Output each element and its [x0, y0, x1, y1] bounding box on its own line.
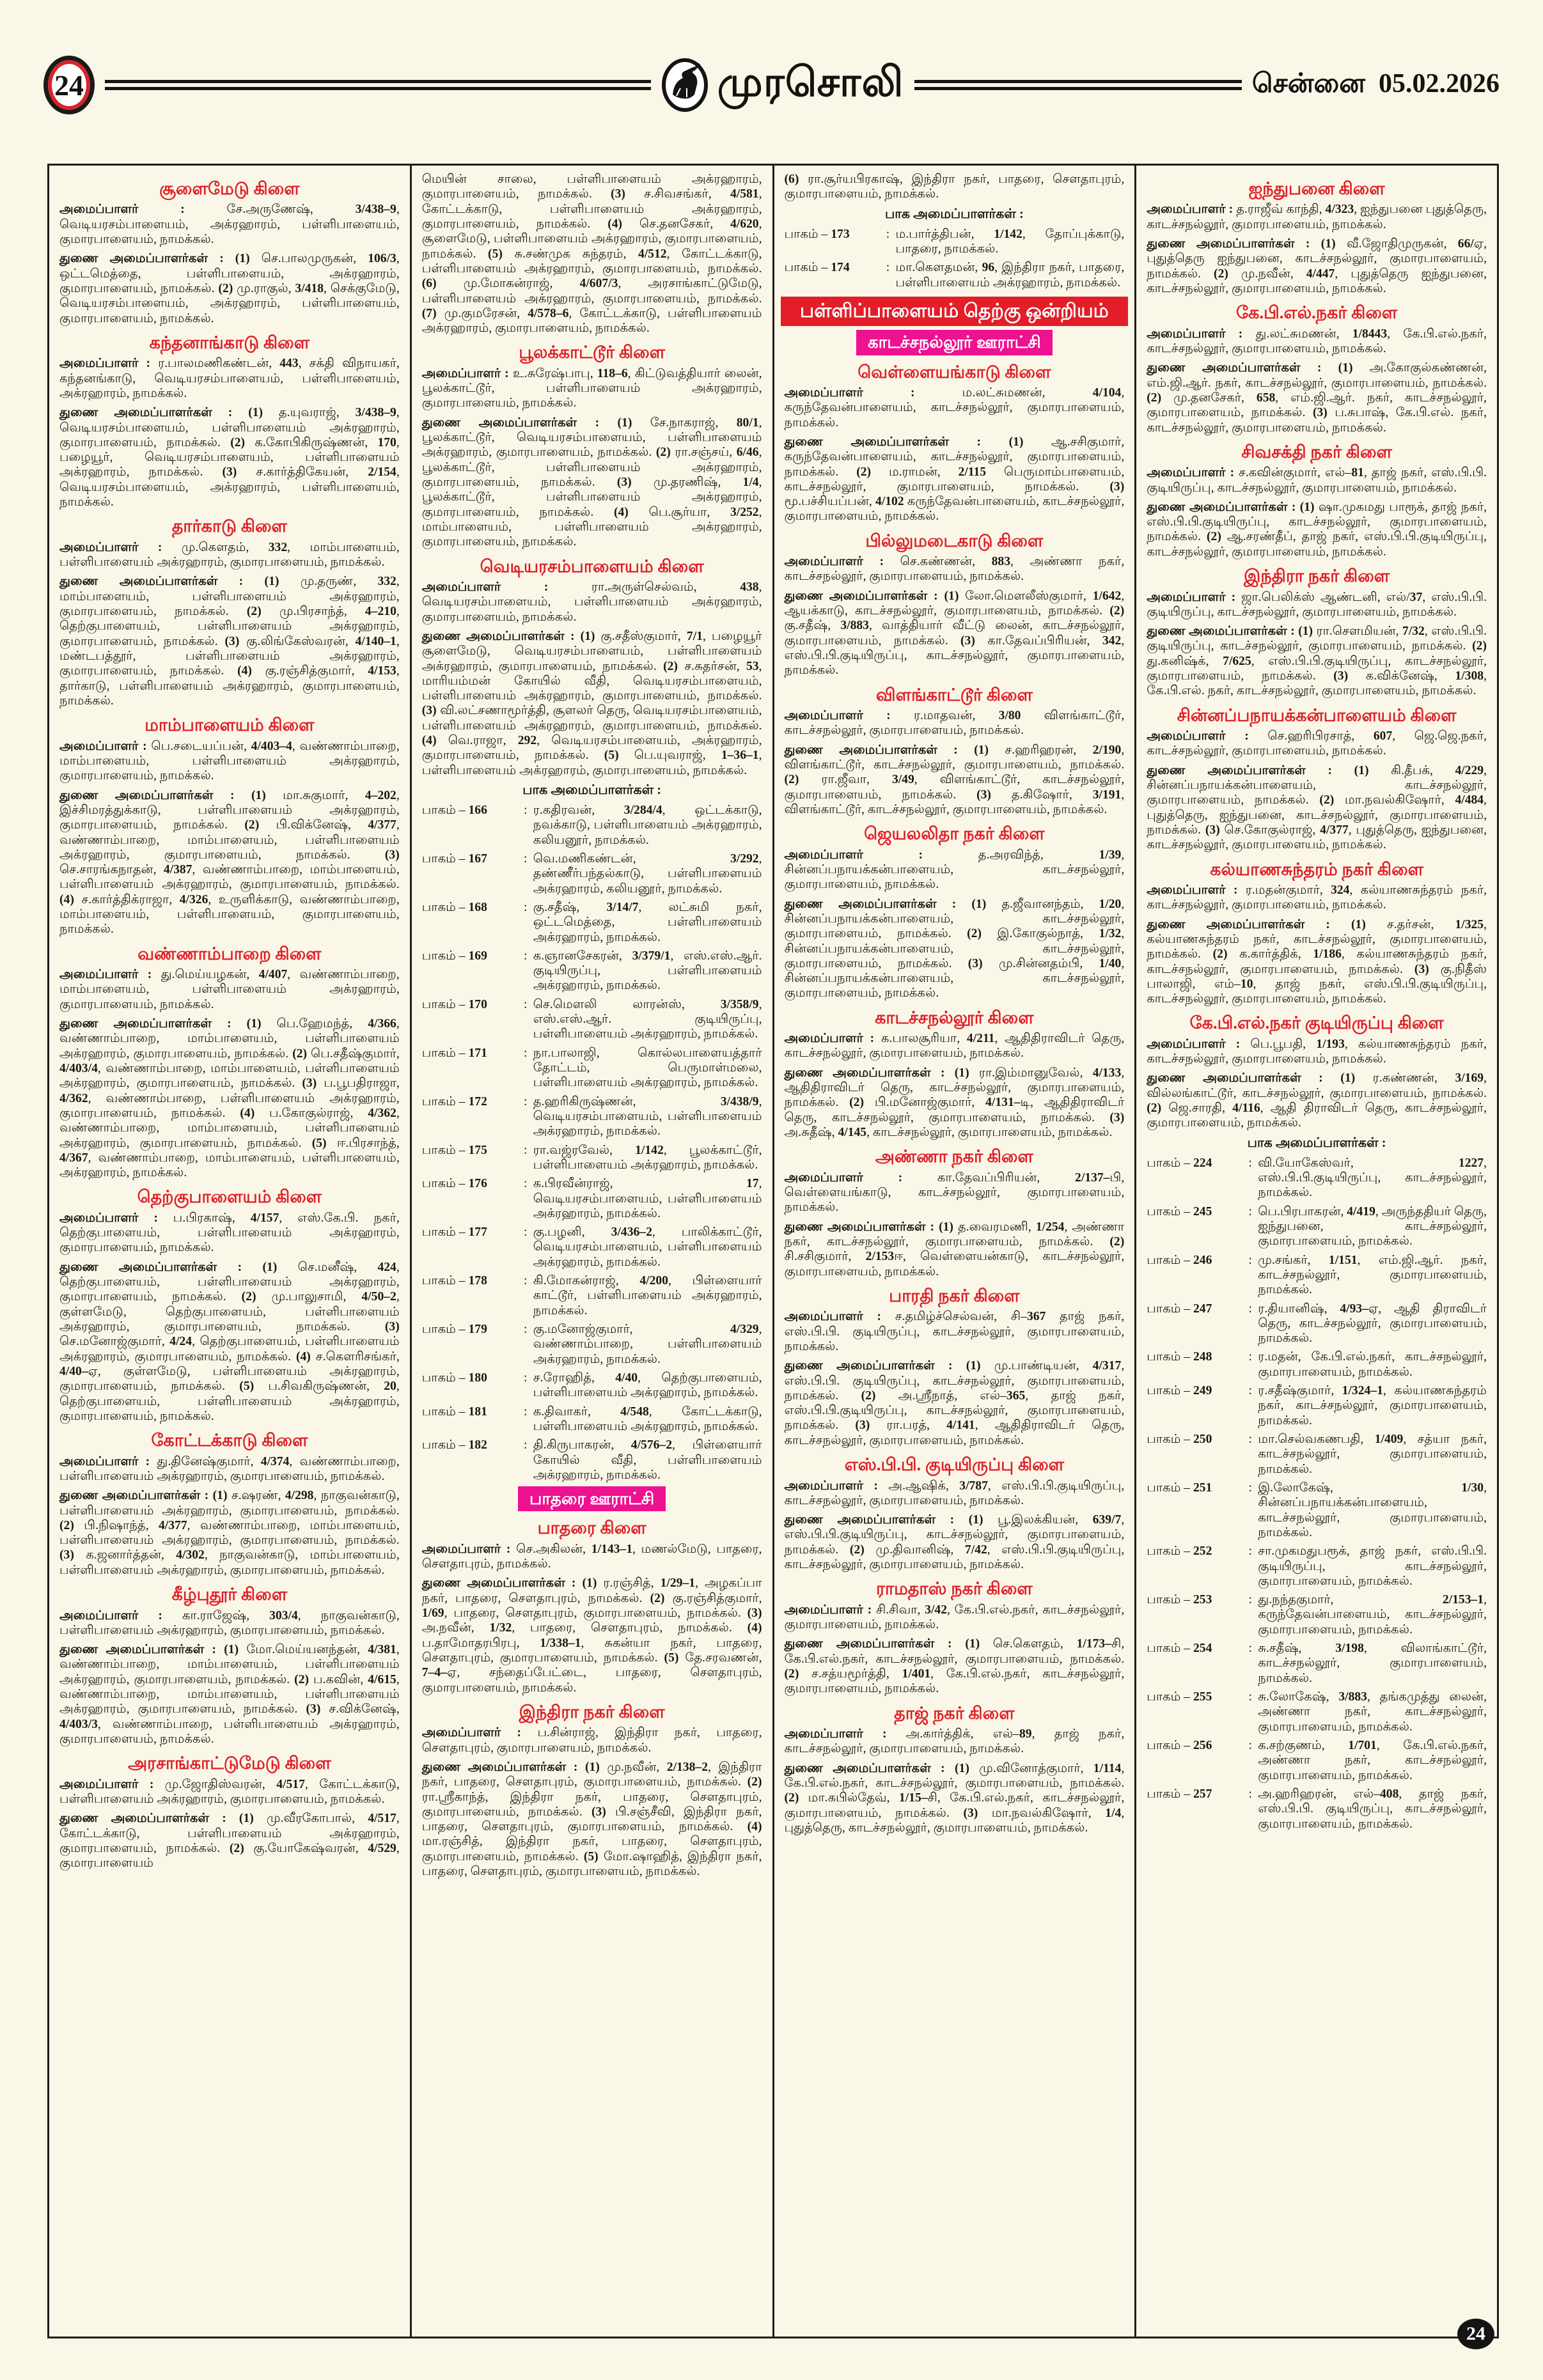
branch-heading: இந்திரா நகர் கிளை [1244, 566, 1390, 586]
ward-organizer-text: த.ஹரிகிருஷ்ணன், 3/438/9, வெடியரசம்பாளையம், பள்ளிபாளையம் அக்ரஹாரம், நாமக்கல். [533, 1094, 762, 1139]
organizer-para: அமைப்பாளர் : ச.தமிழ்ச்செல்வன், சி–367 தாஜ் நகர், எஸ்.பி.பி. குடியிருப்பு, காடச்சநல்லூர், குமாரபாளையம், நாமக்கல். [784, 1310, 1125, 1353]
content-box [47, 164, 1499, 2338]
deputy-organizers-para: துணை அமைப்பாளர்கள் : (1) ஷா.முகமது பாரூக், தாஜ் நகர், எஸ்.பி.பி.குடியிருப்பு, காடச்சநல்லூர், குமாரபாளையம், நாமக்கல். (2) ஆ.சரண்தீப், தாஜ் நகர், எஸ்.பி.பி.குடியிருப்பு, காடச்சநல்லூர், குமாரபாளையம், நாமக்கல். [1147, 500, 1487, 559]
ward-number: பாகம் – 173 [784, 227, 850, 241]
para-label: துணை அமைப்பாளர்கள் : [1147, 237, 1321, 251]
para-label: அமைப்பாளர் : [784, 848, 978, 862]
deputy-organizers-para: துணை அமைப்பாளர்கள் : (1) மா.சுகுமார், 4–202, இச்சிமரத்துக்காடு, பள்ளிபாளையம் அக்ரஹாரம், குமாரபாளையம், நாமக்கல். (2) பி.விக்னேஷ், 4/377, வண்ணாம்பாறை, மாம்பாளையம், பள்ளிபாளையம் அக்ரஹாரம், குமாரபாளையம், நாமக்கல். (3) செ.சாரங்கநாதன், 4/387, வண்ணாம்பாறை, மாம்பாளையம், பள்ளிபாளையம் அக்ரஹாரம், குமாரபாளையம், நாமக்கல். (4) ச.கார்த்திக்ராஜா, 4/326, உருளிக்காடு, வண்ணாம்பாறை, மாம்பாளையம், பள்ளிபாளையம், குமாரபாளையம், நாமக்கல். [59, 788, 400, 937]
branch-heading: இந்திரா நகர் கிளை [519, 1702, 665, 1722]
branch-heading: சூளைமேடு கிளை [159, 179, 300, 198]
ward-number: பாகம் – 169 [421, 949, 487, 963]
organizer-para: அமைப்பாளர் : சே.அருணேஷ், 3/438–9, வெடியரசம்பாளையம், அக்ரஹாரம், பள்ளிபாளையம், குமாரபாளையம், நாமக்கல். [59, 203, 400, 247]
organizer-para: அமைப்பாளர் : து.லட்சுமணன், 1/8443, கே.பி.எல்.நகர், காடச்சநல்லூர், குமாரபாளையம், நாமக்கல். [1147, 327, 1487, 355]
ward-separator: : [1248, 1384, 1252, 1398]
ward-row [1147, 1253, 1487, 1298]
ward-number: பாகம் – 224 [1147, 1156, 1212, 1170]
ward-separator: : [1248, 1738, 1252, 1752]
ward-row [1147, 1383, 1487, 1428]
organizer-para: அமைப்பாளர் : உ.சுரேஷ்பாபு, 118–6, கிட்டுவத்தியார் லைன், பூலக்காட்டூர், பள்ளிபாளையம் அக்ரஹாரம், குமாரபாளையம், நாமக்கல். [421, 366, 762, 410]
continuation-para: மெயின் சாலை, பள்ளிபாளையம் அக்ரஹாரம், குமாரபாளையம், நாமக்கல். (3) ச.சிவசங்கர், 4/581, கோட்டக்காடு, பள்ளிபாளையம் அக்ரஹாரம், குமாரபாளையம், நாமக்கல். (4) செ.தனசேகர், 4/620, சூளைமேடு, பள்ளிபாளையம் அக்ரஹாரம், குமாரபாளையம், நாமக்கல். (5) சு.சண்முக சுந்தரம், 4/512, கோட்டக்காடு, பள்ளிபாளையம் அக்ரஹாரம், குமாரபாளையம், நாமக்கல். (6) மு.மோகன்ராஜ், 4/607/3, அரசாங்காட்டுமேடு, பள்ளிபாளையம் அக்ரஹாரம், குமாரபாளையம், நாமக்கல். (7) மு.குமரேசன், 4/578–6, கோட்டக்காடு, பள்ளிபாளையம் அக்ரஹாரம், குமாரபாளையம், நாமக்கல். [421, 173, 762, 336]
ward-number: பாகம் – 245 [1147, 1204, 1212, 1218]
ward-separator: : [524, 1274, 528, 1288]
ward-number: பாகம் – 250 [1147, 1433, 1212, 1447]
deputy-organizers-para: துணை அமைப்பாளர்கள் : (1) ஆ.சசிகுமார், கருந்தேவன்பாளையம், காடச்சநல்லூர், குமாரபாளையம், நாமக்கல். (2) ம.ராமன், 2/115 பெருமாம்பாளையம், காடச்சநல்லூர், குமாரபாளையம், நாமக்கல். (3) மூ.பச்சியப்பன், 4/102 கருந்தேவன்பாளையம், காடச்சநல்லூர், குமாரபாளையம், நாமக்கல். [784, 435, 1125, 524]
ward-organizer-text: ர.கதிரவன், 3/284/4, ஒட்டக்காடு, நவக்காடு, பள்ளிபாளையம் அக்ரஹாரம், கலியனூர், நாமக்கல். [533, 804, 762, 847]
deputy-organizers-para: துணை அமைப்பாளர்கள் : (1) மு.வீரகோபால், 4/517, கோட்டக்காடு, பள்ளிபாளையம் அக்ரஹாரம், குமாரபாளையம், நாமக்கல். (2) கு.யோகேஷ்வரன், 4/529, குமாரபாளையம் [59, 1812, 400, 1871]
ward-organizer-text: ர.சதீஷ்குமார், 1/324–1, கல்யாணசுந்தரம் நகர், காடச்சநல்லூர், குமாரபாளையம், நாமக்கல். [1258, 1384, 1487, 1427]
branch-heading: வண்ணாம்பாறை கிளை [137, 944, 322, 963]
ward-number: பாகம் – 182 [421, 1438, 487, 1452]
ward-separator: : [524, 1323, 528, 1337]
deputy-organizers-para: துணை அமைப்பாளர்கள் : (1) த.வைரமணி, 1/254, அண்ணா நகர், காடச்சநல்லூர், குமாரபாளையம், நாமக்கல். (2) சி.சசிகுமார், 2/153ஈ, வெள்ளையன்காடு, காடச்சநல்லூர், குமாரபாளையம், நாமக்கல். [784, 1220, 1125, 1279]
ward-organizer-text: கு.பழனி, 3/436–2, பாலிக்காட்டூர், வெடியரசம்பாளையம், பள்ளிபாளையம் அக்ரஹாரம், நாமக்கல். [533, 1225, 762, 1269]
ward-number: பாகம் – 170 [421, 997, 487, 1011]
branch-heading: கோட்டக்காடு கிளை [151, 1431, 308, 1451]
ward-separator: : [1248, 1544, 1252, 1559]
ward-separator: : [1248, 1204, 1252, 1218]
page-number-badge: 24 [43, 56, 95, 114]
organizer-para: அமைப்பாளர் : கா.தேவப்பிரியன், 2/137–பி, வெள்ளையங்காடு, காடச்சநல்லூர், குமாரபாளையம், நாமக்கல். [784, 1171, 1125, 1215]
para-label: துணை அமைப்பாளர்கள் : [421, 1576, 583, 1591]
para-label: துணை அமைப்பாளர்கள் : [59, 1643, 224, 1657]
branch-heading: சிவசக்தி நகர் கிளை [1241, 442, 1392, 462]
para-label: அமைப்பாளர் : [1147, 883, 1246, 897]
header-double-rule-left [105, 80, 651, 90]
ward-separator: : [524, 1177, 528, 1191]
ward-row [422, 1143, 762, 1173]
ward-separator: : [524, 1438, 528, 1452]
branch-heading: கே.பி.எல்.நகர் குடியிருப்பு கிளை [1189, 1013, 1444, 1033]
para-label: அமைப்பாளர் : [784, 1479, 889, 1493]
deputy-organizers-para: துணை அமைப்பாளர்கள் : (1) கி.தீபக், 4/229, சின்னப்பநாயக்கன்பாளையம், காடச்சநல்லூர், குமாரபாளையம், நாமக்கல். (2) மா.நவல்கிஷோர், 4/484, புதுத்தெரு, ஐந்துபனை, காடச்சநல்லூர், குமாரபாளையம், நாமக்கல். (3) செ.கோகுல்ராஜ், 4/377, புதுத்தெரு, ஐந்துபனை, காடச்சநல்லூர், குமாரபாளையம், நாமக்கல். [1147, 763, 1487, 852]
organizer-para: அமைப்பாளர் : து.தினேஷ்குமார், 4/374, வண்ணாம்பாறை, பள்ளிபாளையம் அக்ரஹாரம், குமாரபாளையம், நாமக்கல். [59, 1454, 400, 1483]
para-label: துணை அமைப்பாளர்கள் : [59, 788, 251, 802]
ward-separator: : [524, 1094, 528, 1108]
branch-heading: ராமதாஸ் நகர் கிளை [876, 1579, 1033, 1599]
para-label: துணை அமைப்பாளர்கள் : [59, 1260, 263, 1274]
branch-heading: மாம்பாளையம் கிளை [145, 715, 315, 735]
organizer-para: அமைப்பாளர் : செ.அகிலன், 1/143–1, மணல்மேடு, பாதரை, சௌதாபுரம், நாமக்கல். [421, 1542, 762, 1571]
ward-number: பாகம் – 168 [421, 900, 487, 914]
branch-heading: கே.பி.எல்.நகர் கிளை [1235, 303, 1398, 323]
column-1 [49, 166, 412, 2337]
ward-organizer-text: செ.மௌலி லாரன்ஸ், 3/358/9, எஸ்.எஸ்.ஆர். குடியிருப்பு, பள்ளிபாளையம் அக்ரஹாரம், நாமக்கல். [533, 997, 762, 1041]
ward-row [422, 949, 762, 993]
ward-row [422, 1046, 762, 1091]
ward-organizer-text: து.நந்தகுமார், 2/153–1, கருந்தேவன்பாளையம், காடச்சநல்லூர், குமாரபாளையம், நாமக்கல். [1258, 1593, 1487, 1637]
ward-organizer-text: சா.முகமதுபரூக், தாஜ் நகர், எஸ்.பி.பி. குடியிருப்பு, காடச்சநல்லூர், குமாரபாளையம், நாமக்கல். [1258, 1544, 1487, 1588]
ward-row [422, 1273, 762, 1318]
para-label: அமைப்பாளர் : [59, 357, 159, 371]
para-label: துணை அமைப்பாளர்கள் : [784, 589, 944, 603]
organizer-para: அமைப்பாளர் : மு.கௌதம், 332, மாம்பாளையம், பள்ளிபாளையம் அக்ரஹாரம், குமாரபாளையம், நாமக்கல். [59, 540, 400, 570]
branch-heading: சின்னப்பநாயக்கன்பாளையம் கிளை [1177, 705, 1457, 725]
ward-row [1147, 1481, 1487, 1540]
branch-heading: அண்ணா நகர் கிளை [875, 1147, 1033, 1167]
ward-separator: : [524, 852, 528, 866]
para-label: துணை அமைப்பாளர்கள் : [59, 252, 235, 266]
organizer-para: அமைப்பாளர் : த.அரவிந்த், 1/39, சின்னப்பநாயக்கன்பாளையம், காடச்சநல்லூர், குமாரபாளையம், நாமக்கல். [784, 848, 1125, 892]
masthead [661, 58, 904, 113]
branch-heading: பாதரை கிளை [537, 1518, 646, 1538]
para-label: அமைப்பாளர் : [1147, 729, 1268, 743]
branch-heading: தெற்குபாளையம் கிளை [137, 1187, 322, 1207]
ward-organizer-text: இ.லோகேஷ், 1/30, சின்னப்பநாயக்கன்பாளையம், காடச்சநல்லூர், குமாரபாளையம், நாமக்கல். [1258, 1481, 1487, 1539]
branch-heading: ஐந்துபனை கிளை [1248, 179, 1385, 198]
ward-number: பாகம் – 172 [421, 1094, 487, 1108]
para-label: அமைப்பாளர் : [1147, 590, 1242, 604]
page-number-badge-bottom: 24 [1457, 2319, 1494, 2349]
para-label: துணை அமைப்பாளர்கள் : [421, 1760, 585, 1774]
branch-heading: பில்லுமடைகாடு கிளை [865, 531, 1044, 550]
branch-heading: அரசாங்காட்டுமேடு கிளை [128, 1754, 331, 1773]
para-label: அமைப்பாளர் : [59, 968, 161, 982]
para-label: அமைப்பாளர் : [1147, 466, 1239, 480]
ward-separator: : [524, 1046, 528, 1060]
organizer-para: அமைப்பாளர் : செ.கண்ணன், 883, அண்ணா நகர், காடச்சநல்லூர், குமாரபாளையம், நாமக்கல். [784, 555, 1125, 584]
ward-row [1147, 1544, 1487, 1589]
ward-separator: : [524, 949, 528, 963]
para-label: துணை அமைப்பாளர்கள் : [59, 1489, 213, 1503]
organizer-para: அமைப்பாளர் : ர.மாதவன், 3/80 விளங்காட்டூர், காடச்சநல்லூர், குமாரபாளையம், நாமக்கல். [784, 709, 1125, 738]
ward-row [422, 1225, 762, 1270]
para-label: துணை அமைப்பாளர்கள் : [784, 435, 1009, 449]
ward-separator: : [886, 227, 890, 241]
ward-separator: : [524, 1371, 528, 1385]
para-label: துணை அமைப்பாளர்கள் : [1147, 361, 1338, 375]
header-double-rule-right [914, 80, 1242, 90]
organizer-para: அமைப்பாளர் : அ.கார்த்திக், எல்–89, தாஜ் நகர், காடச்சநல்லூர், குமாரபாளையம், நாமக்கல். [784, 1727, 1125, 1756]
para-label: துணை அமைப்பாளர்கள் : [59, 406, 249, 420]
ward-row [1147, 1787, 1487, 1832]
para-label: அமைப்பாளர் : [59, 540, 182, 554]
part-organizers-subhead: பாக அமைப்பாளர்கள் : [1247, 1135, 1386, 1150]
ward-organizer-text: தி.கிருபாகரன், 4/576–2, பிள்ளையார் கோயில் வீதி, பள்ளிபாளையம் அக்ரஹாரம், நாமக்கல். [533, 1438, 762, 1482]
para-label: துணை அமைப்பாளர்கள் : [784, 897, 972, 911]
ward-organizer-text: வி.யோகேஸ்வர், 1227, எஸ்.பி.பி.குடியிருப்பு, காடச்சநல்லூர், நாமக்கல். [1258, 1156, 1487, 1200]
ward-separator: : [524, 997, 528, 1011]
ward-organizer-text: பெ.பிரபாகரன், 4/419, அருந்ததியர் தெரு, ஐந்துபனை, காடச்சநல்லூர், குமாரபாளையம், நாமக்கல். [1258, 1204, 1487, 1248]
ward-organizer-text: ம.பார்த்திபன், 1/142, தோப்புக்காடு, பாதரை, நாமக்கல். [895, 227, 1125, 256]
deputy-organizers-para: துணை அமைப்பாளர்கள் : (1) த.ஜீவானந்தம், 1/20, சின்னப்பநாயக்கன்பாளையம், காடச்சநல்லூர், குமாரபாளையம், நாமக்கல். (2) இ.கோகுல்நாத், 1/32, சின்னப்பநாயக்கன்பாளையம், காடச்சநல்லூர், குமாரபாளையம், நாமக்கல். (3) மு.சின்னதம்பி, 1/40, சின்னப்பநாயக்கன்பாளையம், காடச்சநல்லூர், குமாரபாளையம், நாமக்கல். [784, 897, 1125, 1000]
ward-separator: : [524, 804, 528, 818]
ward-separator: : [1248, 1642, 1252, 1656]
para-label: துணை அமைப்பாளர்கள் : [421, 629, 581, 643]
ward-number: பாகம் – 179 [421, 1323, 487, 1337]
para-label: அமைப்பாளர் : [1147, 1037, 1251, 1051]
deputy-organizers-para: துணை அமைப்பாளர்கள் : (1) அ.கோகுல்கண்ணன், எம்.ஜி.ஆர். நகர், காடச்சநல்லூர், குமாரபாளையம், நாமக்கல். (2) மு.தனசேகர், 658, எம்.ஜி.ஆர். நகர், காடச்சநல்லூர், குமாரபாளையம், நாமக்கல். (3) ப.சுபாஷ், கே.பி.எல். நகர், காடச்சநல்லூர், குமாரபாளையம், நாமக்கல். [1147, 361, 1487, 435]
para-label: அமைப்பாளர் : [59, 1454, 157, 1468]
deputy-organizers-para: துணை அமைப்பாளர்கள் : (1) வீ.ஜோதிமுருகன், 66/ஏ, புதுத்தெரு ஐந்துபனை, காடச்சநல்லூர், குமாரபாளையம், நாமக்கல். (2) மு.நவீன், 4/447, புதுத்தெரு ஐந்துபனை, காடச்சநல்லூர், குமாரபாளையம், நாமக்கல். [1147, 237, 1487, 295]
branch-heading: பாரதி நகர் கிளை [889, 1286, 1020, 1305]
deputy-organizers-para: துணை அமைப்பாளர்கள் : (1) ச.ஹரிஹரன், 2/190, விளங்காட்டூர், காடச்சநல்லூர், குமாரபாளையம், நாமக்கல். (2) ரா.ஜீவா, 3/49, விளங்காட்டூர், காடச்சநல்லூர், குமாரபாளையம், நாமக்கல். (3) த.கிஷோர், 3/191, விளங்காட்டூர், காடச்சநல்லூர், குமாரபாளையம், நாமக்கல். [784, 743, 1125, 816]
organizer-para: அமைப்பாளர் : மு.ஜோதிஸ்வரன், 4/517, கோட்டக்காடு, பள்ளிபாளையம் அக்ரஹாரம், குமாரபாளையம், நாமக்கல். [59, 1777, 400, 1807]
organizer-para: அமைப்பாளர் : ம.லட்சுமணன், 4/104, கருந்தேவன்பாளையம், காடச்சநல்லூர், குமாரபாளையம், நாமக்கல். [784, 385, 1125, 430]
branch-heading: வெடியரசம்பாளையம் கிளை [480, 556, 704, 576]
deputy-organizers-para: துணை அமைப்பாளர்கள் : (1) கு.சதீஸ்குமார், 7/1, பழையூர் சூளைமேடு, வெடியரசம்பாளையம், பள்ளிபாளையம் அக்ரஹாரம், குமாரபாளையம், நாமக்கல். (2) ச.சுதர்சன், 53, மாரியம்மன் கோயில் வீதி, வெடியரசம்பாளையம், பள்ளிபாளையம் அக்ரஹாரம், குமாரபாளையம், நாமக்கல். (3) வி.லட்சணாமூர்த்தி, சூளலர் தெரு, வெடியரசம்பாளையம், பள்ளிபாளையம் அக்ரஹாரம், குமாரபாளையம், நாமக்கல். (4) வெ.ராஜா, 292, வெடியரசம்பாளையம், அக்ரஹாரம், குமாரபாளையம், நாமக்கல். (5) பெ.யுவராஜ், 1–36–1, பள்ளிபாளையம் அக்ரஹாரம், குமாரபாளையம், நாமக்கல். [421, 629, 762, 777]
organizer-para: அமைப்பாளர் : ர.பாலமணிகண்டன், 443, சக்தி விநாயகர், கந்தனங்காடு, வெடியரசம்பாளையம், பள்ளிபாளையம், அக்ரஹாரம், நாமக்கல். [59, 357, 400, 400]
column-3 [774, 166, 1137, 2337]
para-label: துணை அமைப்பாளர்கள் : [784, 1761, 955, 1775]
organizer-para: அமைப்பாளர் : பெ.சடையப்பன், 4/403–4, வண்ணாம்பாறை, மாம்பாளையம், பள்ளிபாளையம் அக்ரஹாரம், குமாரபாளையம், நாமக்கல். [59, 739, 400, 783]
deputy-organizers-para: துணை அமைப்பாளர்கள் : (1) மு.தருண், 332, மாம்பாளையம், பள்ளிபாளையம் அக்ரஹாரம், குமாரபாளையம், நாமக்கல். (2) மு.பிரசாந்த், 4–210, தெற்குபாளையம், பள்ளிபாளையம் அக்ரஹாரம், குமாரபாளையம், நாமக்கல். (3) கு.லிங்கேஸ்வரன், 4/140–1, மண்டபத்தூர், பள்ளிபாளையம் அக்ரஹாரம், குமாரபாளையம், நாமக்கல். (4) கு.ரஞ்சித்குமார், 4/153, தார்காடு, பள்ளிபாளையம் அக்ரஹாரம், குமாரபாளையம், நாமக்கல். [59, 575, 400, 708]
branch-heading: விளங்காட்டூர் கிளை [875, 685, 1033, 704]
para-label: துணை அமைப்பாளர்கள் : [784, 1359, 966, 1373]
para-label: அமைப்பாளர் : [784, 555, 900, 569]
deputy-organizers-para: துணை அமைப்பாளர்கள் : (1) பெ.ஹேமந்த், 4/366, வண்ணாம்பாறை, மாம்பாளையம், பள்ளிபாளையம் அக்ரஹாரம், குமாரபாளையம், நாமக்கல். (2) பெ.சதீஷ்குமார், 4/403/4, வண்ணாம்பாறை, மாம்பாளையம், பள்ளிபாளையம் அக்ரஹாரம், குமாரபாளையம், நாமக்கல். (3) ப.பூபதிராஜா, 4/362, வண்ணாம்பாறை, பள்ளிபாளையம் அக்ரஹாரம், குமாரபாளையம், நாமக்கல். (4) ப.கோகுல்ராஜ், 4/362, வண்ணாம்பாறை, மாம்பாளையம், பள்ளிபாளையம் அக்ரஹாரம், குமாரபாளையம், நாமக்கல். (5) ஈ.பிரசாந்த், 4/367, வண்ணாம்பாறை, மாம்பாளையம், பள்ளிபாளையம், அக்ரஹாரம், நாமக்கல். [59, 1017, 400, 1180]
ward-separator: : [524, 1225, 528, 1240]
ward-row [422, 1404, 762, 1435]
ward-number: பாகம் – 171 [421, 1046, 487, 1060]
deputy-organizers-para: துணை அமைப்பாளர்கள் : (1) லோ.மௌலீஸ்குமார், 1/642, ஆயக்காடு, காடச்சநல்லூர், குமாரபாளையம், நாமக்கல். (2) கு.சதீஷ், 3/883, வாத்தியார் வீட்டு லைன், காடச்சநல்லூர், குமாரபாளையம், நாமக்கல். (3) கா.தேவப்பிரியன், 342, எஸ்.பி.பி.குடியிருப்பு, காடச்சநல்லூர், குமாரபாளையம், நாமக்கல். [784, 589, 1125, 678]
para-label: அமைப்பாளர் : [784, 1310, 895, 1324]
para-label: துணை அமைப்பாளர்கள் : [59, 575, 265, 589]
deputy-organizers-para: துணை அமைப்பாளர்கள் : (1) ர.கண்ணன், 3/169, வில்லங்காட்டூர், காடச்சநல்லூர், குமாரபாளையம், நாமக்கல். (2) ஜெ.சாரதி, 4/116, ஆதி திராவிடர் தெரு, காடச்சநல்லூர், குமாரபாளையம், நாமக்கல். [1147, 1071, 1487, 1130]
panchayat-banner: காடச்சநல்லூர் ஊராட்சி [856, 330, 1053, 355]
ward-row [1147, 1156, 1487, 1201]
ward-organizer-text: க.சற்குணம், 1/701, கே.பி.எல்.நகர், அண்ணா நகர், காடச்சநல்லூர், குமாரபாளையம், நாமக்கல். [1258, 1738, 1487, 1782]
ward-organizer-text: கி.மோகன்ராஜ், 4/200, பிள்ளையார் காட்டூர், பள்ளிபாளையம் அக்ரஹாரம், நாமக்கல். [533, 1274, 762, 1318]
ward-organizer-text: நா.பாலாஜி, கொல்லபாளையத்தார் தோட்டம், பெருமாள்மலை, பள்ளிபாளையம் அக்ரஹாரம், நாமக்கல். [533, 1046, 762, 1090]
para-label: துணை அமைப்பாளர்கள் : [421, 416, 618, 430]
ward-separator: : [1248, 1156, 1252, 1170]
ward-separator: : [524, 1404, 528, 1419]
ward-separator: : [886, 261, 890, 275]
branch-heading: வெள்ளையங்காடு கிளை [858, 362, 1051, 382]
deputy-organizers-para: துணை அமைப்பாளர்கள் : (1) ரா.இம்மானுவேல், 4/133, ஆதிதிராவிடர் தெரு, காடச்சநல்லூர், குமாரபாளையம், நாமக்கல். (2) பி.மனோஜ்குமார், 4/131–டி, ஆதிதிராவிடர் தெரு, காடச்சநல்லூர், குமாரபாளையம், நாமக்கல். (3) அ.சுதீஷ், 4/145, காடச்சநல்லூர், குமாரபாளையம், நாமக்கல். [784, 1066, 1125, 1140]
ward-number: பாகம் – 166 [421, 804, 487, 818]
ward-number: பாகம் – 177 [421, 1225, 487, 1240]
organizer-para: அமைப்பாளர் : கா.ராஜேஷ், 303/4, நாகுவன்காடு, பள்ளிபாளையம் அக்ரஹாரம், குமாரபாளையம், நாமக்கல். [59, 1608, 400, 1637]
ward-organizer-text: கு.மனோஜ்குமார், 4/329, வண்ணாம்பாறை, பள்ளிபாளையம் அக்ரஹாரம், நாமக்கல். [533, 1323, 762, 1366]
deputy-organizers-para: துணை அமைப்பாளர்கள் : (1) ர.ரஞ்சித், 1/29–1, அழகப்பா நகர், பாதரை, சௌதாபுரம், நாமக்கல். (2) கு.ரஞ்சித்குமார், 1/69, பாதரை, சௌதாபுரம், குமாரபாளையம், நாமக்கல். (3) அ.நவீன், 1/32, பாதரை, சௌதாபுரம், நாமக்கல். (4) ப.தாமோதரபிரபு, 1/338–1, சுகன்யா நகர், பாதரை, சௌதாபுரம், குமாரபாளையம், நாமக்கல். (5) தே.சரவணன், 7–4–ஏ, சந்தைப்பேட்டை, பாதரை, சௌதாபுரம், குமாரபாளையம், நாமக்கல். [421, 1576, 762, 1695]
organizer-para: அமைப்பாளர் : ப.சின்ராஜ், இந்திரா நகர், பாதரை, சௌதாபுரம், குமாரபாளையம், நாமக்கல். [421, 1726, 762, 1755]
ward-organizer-text: மா.கௌதமன், 96, இந்திரா நகர், பாதரை, பள்ளிபாளையம் அக்ரஹாரம், நாமக்கல். [895, 261, 1125, 290]
para-label: துணை அமைப்பாளர்கள் : [784, 1513, 969, 1527]
branch-heading: கல்யாணசுந்தரம் நகர் கிளை [1210, 859, 1423, 879]
ward-separator: : [1248, 1302, 1252, 1316]
para-label: அமைப்பாளர் : [421, 1726, 538, 1740]
ward-number: பாகம் – 181 [421, 1404, 487, 1419]
para-label: துணை அமைப்பாளர்கள் : [784, 1637, 966, 1651]
ward-number: பாகம் – 246 [1147, 1253, 1212, 1267]
ward-separator: : [524, 900, 528, 914]
organizer-para: அமைப்பாளர் : பெ.பூபதி, 1/193, கல்யாணசுந்தரம் நகர், காடச்சநல்லூர், குமாரபாளையம், நாமக்கல். [1147, 1037, 1487, 1066]
para-label: அமைப்பாளர் : [421, 580, 591, 594]
ward-organizer-text: சு.சதீஷ், 3/198, விலாங்காட்டூர், காடச்சநல்லூர், குமாரபாளையம், நாமக்கல். [1258, 1642, 1487, 1685]
edition-date [1252, 68, 1500, 102]
branch-heading: கந்தனாங்காடு கிளை [149, 332, 310, 352]
ward-organizer-text: க.திவாகர், 4/548, கோட்டக்காடு, பள்ளிபாளையம் அக்ரஹாரம், நாமக்கல். [533, 1404, 762, 1433]
deputy-organizers-para: துணை அமைப்பாளர்கள் : (1) மோ.மெய்யனந்தன், 4/381, வண்ணாம்பாறை, மாம்பாளையம், பள்ளிபாளையம் அக்ரஹாரம், குமாரபாளையம், நாமக்கல். (2) ப.கவின், 4/615, வண்ணாம்பாறை, மாம்பாளையம், பள்ளிபாளையம் அக்ரஹாரம், குமாரபாளையம், நாமக்கல். (3) ச.விக்னேஷ், 4/403/3, வண்ணாம்பாறை, பள்ளிபாளையம் அக்ரஹாரம், குமாரபாளையம், நாமக்கல். [59, 1643, 400, 1746]
organizer-para: அமைப்பாளர் : செ.ஹரிபிரசாத், 607, ஜெ.ஜெ.நகர், காடச்சநல்லூர், குமாரபாளையம், நாமக்கல். [1147, 729, 1487, 758]
deputy-organizers-para: துணை அமைப்பாளர்கள் : (1) பூ.இலக்கியன், 639/7, எஸ்.பி.பி.குடியிருப்பு, காடச்சநல்லூர், குமாரபாளையம், நாமக்கல். (2) மு.திவானிஷ், 7/42, எஸ்.பி.பி.குடியிருப்பு, காடச்சநல்லூர், குமாரபாளையம், நாமக்கல். [784, 1513, 1125, 1572]
ward-number: பாகம் – 178 [421, 1274, 487, 1288]
ward-number: பாகம் – 251 [1147, 1481, 1212, 1495]
ward-organizer-text: வெ.மணிகண்டன், 3/292, தண்ணீர்பந்தல்காடு, பள்ளிபாளையம் அக்ரஹாரம், கலியனூர், நாமக்கல். [533, 852, 762, 896]
para-label: அமைப்பாளர் : [59, 739, 152, 753]
organizer-para: அமைப்பாளர் : ஜா.பெலிக்ஸ் ஆண்டனி, எல்/37, எஸ்.பி.பி. குடியிருப்பு, காடச்சநல்லூர், குமாரபாளையம், நாமக்கல். [1147, 590, 1487, 619]
ward-number: பாகம் – 167 [421, 852, 487, 866]
ward-row [785, 260, 1125, 290]
organizer-para: அமைப்பாளர் : சி.சிவா, 3/42, கே.பி.எல்.நகர், காடச்சநல்லூர், குமாரபாளையம், நாமக்கல். [784, 1603, 1125, 1632]
ward-row [1147, 1690, 1487, 1734]
para-label: துணை அமைப்பாளர்கள் : [1147, 763, 1354, 777]
para-label: துணை அமைப்பாளர்கள் : [784, 743, 975, 757]
organizer-para: அமைப்பாளர் : அ.ஆஷிக், 3/787, எஸ்.பி.பி.குடியிருப்பு, காடச்சநல்லூர், குமாரபாளையம், நாமக்கல். [784, 1479, 1125, 1507]
branch-heading: தார்காடு கிளை [171, 517, 287, 536]
organizer-para: அமைப்பாளர் : ச.கவின்குமார், எல்–81, தாஜ் நகர், எஸ்.பி.பி. குடியிருப்பு, காடச்சநல்லூர், குமாரபாளையம், நாமக்கல். [1147, 466, 1487, 495]
organizer-para: அமைப்பாளர் : ரா.அருள்செல்வம், 438, வெடியரசம்பாளையம், பள்ளிபாளையம் அக்ரஹாரம், குமாரபாளையம், நாமக்கல். [421, 580, 762, 624]
rising-sun-bull-logo-icon [661, 58, 709, 113]
para-label: அமைப்பாளர் : [59, 1777, 165, 1791]
ward-organizer-text: ர.தியானிஷ், 4/93–ஏ, ஆதி திராவிடர் தெரு, காடச்சநல்லூர், குமாரபாளையம், நாமக்கல். [1258, 1302, 1487, 1346]
ward-row [422, 900, 762, 945]
ward-row [422, 803, 762, 848]
branch-heading: ஜெயலலிதா நகர் கிளை [864, 824, 1045, 844]
ward-row [422, 1371, 762, 1401]
para-label: அமைப்பாளர் : [784, 385, 962, 400]
para-label: துணை அமைப்பாளர்கள் : [59, 1017, 247, 1031]
page-header [43, 50, 1500, 120]
ward-organizer-text: மு.சங்கர், 1/151, எம்.ஜி.ஆர். நகர், காடச்சநல்லூர், குமாரபாளையம், நாமக்கல். [1258, 1253, 1487, 1297]
ward-separator: : [1248, 1593, 1252, 1607]
ward-number: பாகம் – 175 [421, 1143, 487, 1157]
ward-separator: : [1248, 1350, 1252, 1364]
organizer-para: அமைப்பாளர் : ர.மதன்குமார், 324, கல்யாணசுந்தரம் நகர், காடச்சநல்லூர், குமாரபாளையம், நாமக்கல். [1147, 883, 1487, 912]
organizer-para: அமைப்பாளர் : த.ராஜீவ் காந்தி, 4/323, ஐந்துபனை புதுத்தெரு, காடச்சநல்லூர், குமாரபாளையம், நாமக்கல். [1147, 203, 1487, 231]
branch-heading: பூலக்காட்டூர் கிளை [519, 343, 666, 362]
para-label: துணை அமைப்பாளர்கள் : [1147, 917, 1351, 931]
column-2 [412, 166, 774, 2337]
ward-number: பாகம் – 180 [421, 1371, 487, 1385]
ward-organizer-text: அ.ஹரிஹரன், எல்–408, தாஜ் நகர், எஸ்.பி.பி. குடியிருப்பு, காடச்சநல்லூர், குமாரபாளையம், நாமக்கல். [1258, 1787, 1487, 1831]
ward-organizer-text: ர.மதன், கே.பி.எல்.நகர், காடச்சநல்லூர், குமாரபாளையம், நாமக்கல். [1258, 1350, 1487, 1379]
ward-organizer-text: சு.லோகேஷ், 3/883, தங்கமுத்து லைன், அண்ணா நகர், காடச்சநல்லூர், குமாரபாளையம், நாமக்கல். [1258, 1690, 1487, 1734]
ward-row [1147, 1641, 1487, 1686]
ward-row [785, 227, 1125, 257]
para-label: துணை அமைப்பாளர்கள் : [1147, 500, 1300, 514]
para-label: அமைப்பாளர் : [59, 1211, 173, 1225]
organizer-para: அமைப்பாளர் : து.மெய்யழகன், 4/407, வண்ணாம்பாறை, மாம்பாளையம், பள்ளிபாளையம் அக்ரஹாரம், குமாரபாளையம், நாமக்கல். [59, 968, 400, 1011]
ward-number: பாகம் – 252 [1147, 1544, 1212, 1559]
ward-organizer-text: மா.செல்வகணபதி, 1/409, சத்யா நகர், காடச்சநல்லூர், குமாரபாளையம், நாமக்கல். [1258, 1433, 1487, 1476]
organizer-para: அமைப்பாளர் : க.பாலசூரியா, 4/211, ஆதிதிராவிடர் தெரு, காடச்சநல்லூர், குமாரபாளையம், நாமக்கல். [784, 1032, 1125, 1061]
ward-separator: : [1248, 1253, 1252, 1267]
para-label: அமைப்பாளர் : [784, 709, 914, 723]
para-label: அமைப்பாளர் : [784, 1032, 881, 1046]
part-organizers-subhead: பாக அமைப்பாளர்கள் : [884, 206, 1024, 221]
ward-row [1147, 1738, 1487, 1783]
ward-separator: : [1248, 1690, 1252, 1704]
union-banner: பள்ளிப்பாளையம் தெற்கு ஒன்றியம் [781, 297, 1129, 327]
ward-organizer-text: க.ஞானசேகரன், 3/379/1, எஸ்.எஸ்.ஆர். குடியிருப்பு, பள்ளிபாளையம் அக்ரஹாரம், நாமக்கல். [533, 949, 762, 993]
para-label: அமைப்பாளர் : [1147, 203, 1237, 217]
ward-number: பாகம் – 248 [1147, 1350, 1212, 1364]
ward-row [422, 1094, 762, 1139]
ward-row [1147, 1592, 1487, 1637]
deputy-organizers-para: துணை அமைப்பாளர்கள் : (1) ச.ஷரண், 4/298, நாகுவன்காடு, பள்ளிபாளையம் அக்ரஹாரம், குமாரபாளையம், நாமக்கல். (2) பி.நிஷாந்த், 4/377, வண்ணாம்பாறை, மாம்பாளையம், பள்ளிபாளையம் அக்ரஹாரம், குமாரபாளையம், நாமக்கல். (3) க.ஜனார்த்தன், 4/302, நாகுவன்காடு, மாம்பாளையம், பள்ளிபாளையம் அக்ரஹாரம், குமாரபாளையம், நாமக்கல். [59, 1489, 400, 1577]
ward-number: பாகம் – 247 [1147, 1302, 1212, 1316]
deputy-organizers-para: துணை அமைப்பாளர்கள் : (1) செ.கௌதம், 1/173–சி, கே.பி.எல்.நகர், காடச்சநல்லூர், குமாரபாளையம், நாமக்கல். (2) ச.சத்யமூர்த்தி, 1/401, கே.பி.எல்.நகர், காடச்சநல்லூர், குமாரபாளையம், நாமக்கல். [784, 1637, 1125, 1696]
deputy-organizers-para: துணை அமைப்பாளர்கள் : (1) ச.தர்சன், 1/325, கல்யாணசுந்தரம் நகர், காடச்சநல்லூர், குமாரபாளையம், நாமக்கல். (2) க.கார்த்திக், 1/186, கல்யாணசுந்தரம் நகர், காடச்சநல்லூர், குமாரபாளையம், நாமக்கல். (3) கு.நிதீஸ் பாலாஜி, எம்–10, தாஜ் நகர், எஸ்.பி.பி.குடியிருப்பு, காடச்சநல்லூர், குமாரபாளையம், நாமக்கல். [1147, 917, 1487, 1006]
para-label: துணை அமைப்பாளர்கள் : [1147, 1071, 1341, 1085]
para-label: அமைப்பாளர் : [421, 1542, 517, 1556]
ward-number: பாகம் – 257 [1147, 1787, 1212, 1801]
ward-organizer-text: கு.சதீஷ், 3/14/7, லட்சுமி நகர், ஒட்டமெத்தை, பள்ளிபாளையம் அக்ரஹாரம், நாமக்கல். [533, 900, 762, 944]
ward-number: பாகம் – 255 [1147, 1690, 1212, 1704]
ward-number: பாகம் – 249 [1147, 1384, 1212, 1398]
branch-heading: காடச்சநல்லூர் கிளை [875, 1007, 1034, 1027]
para-label: அமைப்பாளர் : [784, 1171, 937, 1185]
ward-number: பாகம் – 254 [1147, 1642, 1212, 1656]
deputy-organizers-para: துணை அமைப்பாளர்கள் : (1) செ.பாலமுருகன், 106/3, ஒட்டமெத்தை, பள்ளிபாளையம், அக்ரஹாரம், குமாரபாளையம், நாமக்கல். (2) மு.ராகுல், 3/418, செக்குமேடு, வெடியரசம்பாளையம், அக்ரஹாரம், பள்ளிபாளையம், குமாரபாளையம், நாமக்கல். [59, 252, 400, 325]
ward-row [1147, 1432, 1487, 1477]
para-label: அமைப்பாளர் : [784, 1727, 906, 1741]
para-label: துணை அமைப்பாளர்கள் : [784, 1220, 939, 1234]
ward-number: பாகம் – 256 [1147, 1738, 1212, 1752]
ward-organizer-text: ரா.வஜ்ரவேல், 1/142, பூலக்காட்டூர், பள்ளிபாளையம் அக்ரஹாரம், நாமக்கல். [533, 1143, 762, 1172]
deputy-organizers-para: துணை அமைப்பாளர்கள் : (1) மு.நவீன், 2/138–2, இந்திரா நகர், பாதரை, சௌதாபுரம், குமாரபாளையம், நாமக்கல். (2) ரா.ஸ்ரீகாந்த், இந்திரா நகர், பாதரை, சௌதாபுரம், குமாரபாளையம், நாமக்கல். (3) பி.சஞ்சீவி, இந்திரா நகர், பாதரை, சௌதாபுரம், குமாரபாளையம், நாமக்கல். (4) மா.ரஞ்சித், இந்திரா நகர், பாதரை, சௌதாபுரம், குமாரபாளையம், நாமக்கல். (5) மோ.ஷாஹித், இந்திரா நகர், பாதரை, சௌதாபுரம், குமாரபாளையம், நாமக்கல். [421, 1760, 762, 1879]
branch-heading: எஸ்.பி.பி. குடியிருப்பு கிளை [844, 1455, 1065, 1475]
para-label: அமைப்பாளர் : [59, 203, 227, 217]
para-label: துணை அமைப்பாளர்கள் : [1147, 625, 1299, 639]
para-label: அமைப்பாளர் : [784, 1603, 876, 1617]
branch-heading: தாஜ் நகர் கிளை [894, 1703, 1015, 1723]
ward-separator: : [1248, 1787, 1252, 1801]
panchayat-banner: பாதரை ஊராட்சி [518, 1486, 666, 1511]
edition-date-value: 05.02.2026 [1379, 68, 1500, 98]
edition-city: சென்னை [1251, 68, 1365, 98]
ward-row [422, 997, 762, 1042]
ward-number: பாகம் – 176 [421, 1177, 487, 1191]
ward-number: பாகம் – 174 [784, 261, 850, 275]
part-organizers-subhead: பாக அமைப்பாளர்கள் : [522, 783, 662, 798]
deputy-organizers-para: துணை அமைப்பாளர்கள் : (1) சே.நாகராஜ், 80/1, பூலக்காட்டூர், வெடியரசம்பாளையம், பள்ளிபாளையம் அக்ரஹாரம், குமாரபாளையம், நாமக்கல். (2) ரா.சஞ்சய், 6/46, பூலக்காட்டூர், பள்ளிபாளையம் அக்ரஹாரம், குமாரபாளையம், நாமக்கல். (3) மு.தரணிஷ், 1/4, பூலக்காட்டூர், பள்ளிபாளையம் அக்ரஹாரம், குமாரபாளையம், நாமக்கல். (4) பெ.சூர்யா, 3/252, மாம்பாளையம், பள்ளிபாளையம் அக்ரஹாரம், குமாரபாளையம், நாமக்கல். [421, 416, 762, 549]
ward-separator: : [1248, 1481, 1252, 1495]
ward-row [422, 1438, 762, 1482]
para-label: துணை அமைப்பாளர்கள் : [784, 1066, 955, 1080]
column-4 [1136, 166, 1497, 2337]
continuation-para: (6) ரா.சூர்யபிரகாஷ், இந்திரா நகர், பாதரை, சௌதாபுரம், குமாரபாளையம், நாமக்கல். [784, 173, 1125, 201]
ward-organizer-text: க.பிரவீன்ராஜ், 17, வெடியரசம்பாளையம், பள்ளிபாளையம் அக்ரஹாரம், நாமக்கல். [533, 1177, 762, 1220]
para-label: அமைப்பாளர் : [1147, 327, 1256, 341]
branch-heading: கீழ்புதூர் கிளை [171, 1585, 288, 1605]
ward-separator: : [524, 1143, 528, 1157]
deputy-organizers-para: துணை அமைப்பாளர்கள் : (1) மு.வினோத்குமார், 1/114, கே.பி.எல்.நகர், காடச்சநல்லூர், குமாரபாளையம், நாமக்கல். (2) மா.கபில்தேவ், 1/15–சி, கே.பி.எல்.நகர், காடச்சநல்லூர், குமாரபாளையம், நாமக்கல். (3) மா.நவல்கிஷோர், 1/4, புதுத்தெரு, காடச்சநல்லூர், குமாரபாளையம், நாமக்கல். [784, 1761, 1125, 1835]
organizer-para: அமைப்பாளர் : ப.பிரகாஷ், 4/157, எஸ்.கே.பி. நகர், தெற்குபாளையம், பள்ளிபாளையம் அக்ரஹாரம், குமாரபாளையம், நாமக்கல். [59, 1211, 400, 1255]
ward-row [422, 1176, 762, 1221]
ward-organizer-text: ச.ரோஹித், 4/40, தெற்குபாளையம், பள்ளிபாளையம் அக்ரஹாரம், நாமக்கல். [533, 1371, 762, 1400]
para-label: அமைப்பாளர் : [421, 366, 513, 380]
para-label: துணை அமைப்பாளர்கள் : [59, 1812, 239, 1826]
deputy-organizers-para: துணை அமைப்பாளர்கள் : (1) ரா.சௌமியன், 7/32, எஸ்.பி.பி. குடியிருப்பு, காடச்சநல்லூர், குமாரபாளையம், நாமக்கல். (2) து.கனிஷ்க், 7/625, எஸ்.பி.பி.குடியிருப்பு, காடச்சநல்லூர், குமாரபாளையம், நாமக்கல். (3) க.விக்னேஷ், 1/308, கே.பி.எல். நகர், காடச்சநல்லூர், குமாரபாளையம், நாமக்கல். [1147, 625, 1487, 698]
ward-separator: : [1248, 1433, 1252, 1447]
ward-row [1147, 1302, 1487, 1346]
ward-row [422, 852, 762, 896]
deputy-organizers-para: துணை அமைப்பாளர்கள் : (1) த.யுவராஜ், 3/438–9, வெடியரசம்பாளையம், பள்ளிபாளையம் அக்ரஹாரம், குமாரபாளையம், நாமக்கல். (2) க.கோபிகிருஷ்ணன், 170, பழையூர், வெடியரசம்பாளையம், பள்ளிபாளையம் அக்ரஹாரம், நாமக்கல். (3) ச.கார்த்திகேயன், 2/154, வெடியரசம்பாளையம், அக்ரஹாரம், பள்ளிபாளையம், நாமக்கல். [59, 406, 400, 509]
para-label: அமைப்பாளர் : [59, 1608, 182, 1622]
ward-row [1147, 1204, 1487, 1249]
ward-row [422, 1322, 762, 1367]
masthead-title: முரசொலி [717, 59, 904, 105]
deputy-organizers-para: துணை அமைப்பாளர்கள் : (1) செ.மனீஷ், 424, தெற்குபாளையம், பள்ளிபாளையம் அக்ரஹாரம், குமாரபாளையம், நாமக்கல். (2) மு.பாலுசாமி, 4/50–2, குள்ளமேடு, தெற்குபாளையம், பள்ளிபாளையம் அக்ரஹாரம், குமாரபாளையம், நாமக்கல். (3) செ.மனோஜ்குமார், 4/24, தெற்குபாளையம், பள்ளிபாளையம் அக்ரஹாரம், குமாரபாளையம், நாமக்கல். (4) ச.கௌரிசங்கர், 4/40–ஏ, குள்ளமேடு, பள்ளிபாளையம் அக்ரஹாரம், குமாரபாளையம், நாமக்கல். (5) ப.சிவகிருஷ்ணன், 20, தெற்குபாளையம், பள்ளிபாளையம் அக்ரஹாரம், குமாரபாளையம், நாமக்கல். [59, 1260, 400, 1423]
ward-number: பாகம் – 253 [1147, 1593, 1212, 1607]
deputy-organizers-para: துணை அமைப்பாளர்கள் : (1) மு.பாண்டியன், 4/317, எஸ்.பி.பி. குடியிருப்பு, காடச்சநல்லூர், குமாரபாளையம், நாமக்கல். (2) அ.ஸ்ரீநாத், எல்–365, தாஜ் நகர், எஸ்.பி.பி.குடியிருப்பு, காடச்சநல்லூர், குமாரபாளையம், நாமக்கல். (3) ரா.பரத், 4/141, ஆதிதிராவிடர் தெரு, காடச்சநல்லூர், குமாரபாளையம், நாமக்கல். [784, 1359, 1125, 1447]
ward-row [1147, 1349, 1487, 1380]
